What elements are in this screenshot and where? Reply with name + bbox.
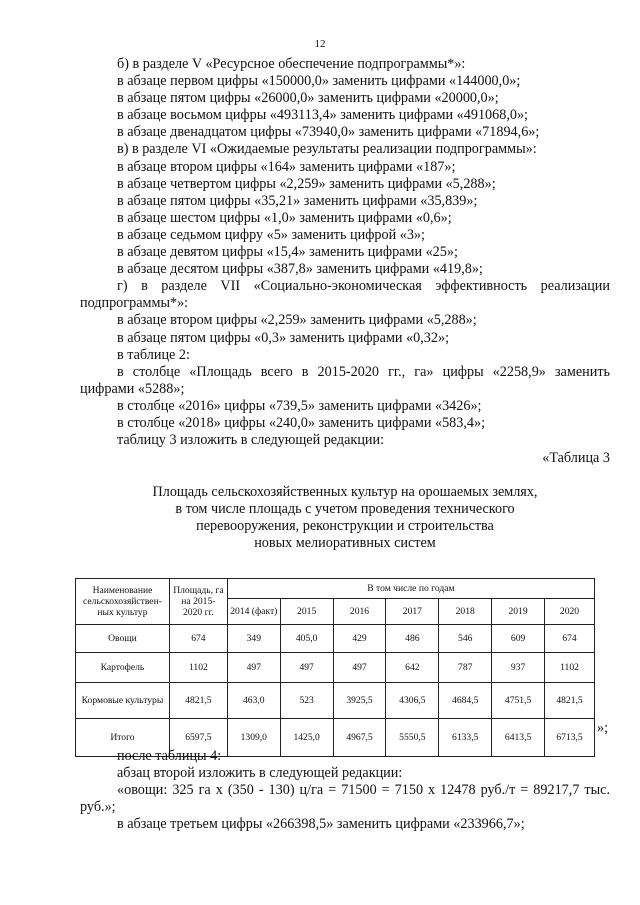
- row-value: 5550,5: [386, 719, 439, 757]
- row-value: 405,0: [280, 625, 333, 653]
- row-value: 1309,0: [227, 719, 280, 757]
- paragraph: в) в разделе VI «Ожидаемые результаты реализации подпрограммы»:: [117, 141, 537, 158]
- header-year: 2015: [280, 599, 333, 625]
- row-value: 6133,5: [439, 719, 492, 757]
- paragraph: в абзаце восьмом цифры «493113,4» заменить цифрами «491068,0»;: [117, 107, 529, 124]
- row-value: 642: [386, 653, 439, 683]
- after-table-text: [80, 748, 610, 833]
- row-value: 497: [333, 653, 386, 683]
- paragraph: в столбце «Площадь всего в 2015-2020 гг., га» цифры «2258,9» заменить цифрами «5288»;: [80, 363, 610, 397]
- table-row: [76, 683, 595, 719]
- row-total: 1102: [169, 653, 227, 683]
- paragraph: в столбце «2016» цифры «739,5» заменить цифрами «3426»;: [117, 397, 482, 414]
- paragraph: абзац второй изложить в следующей редакции:: [117, 765, 403, 782]
- header-year: 2016: [333, 599, 386, 625]
- row-value: 4751,5: [492, 683, 545, 719]
- row-value: 6413,5: [492, 719, 545, 757]
- table-title-line: новых мелиоративных систем: [254, 535, 436, 552]
- table-title-line: в том числе площадь с учетом проведения технического: [175, 501, 515, 518]
- row-value: 609: [492, 625, 545, 653]
- row-value: 1425,0: [280, 719, 333, 757]
- row-value: 3925,5: [333, 683, 386, 719]
- header-year: 2017: [386, 599, 439, 625]
- row-value: 4684,5: [439, 683, 492, 719]
- row-name: Кормовые культуры: [76, 683, 170, 719]
- paragraph: в абзаце втором цифры «2,259» заменить цифрами «5,288»;: [117, 312, 477, 329]
- paragraph: в абзаце пятом цифры «0,3» заменить цифрами «0,32»;: [117, 329, 450, 346]
- paragraph: после таблицы 4:: [117, 748, 222, 764]
- row-value: 497: [227, 653, 280, 683]
- row-value: 349: [227, 625, 280, 653]
- paragraph: в абзаце шестом цифры «1,0» заменить цифрами «0,6»;: [117, 209, 452, 226]
- row-value: 523: [280, 683, 333, 719]
- paragraph: б) в разделе V «Ресурсное обеспечение подпрограммы*»:: [117, 56, 466, 72]
- row-value: 937: [492, 653, 545, 683]
- paragraph: в абзаце девятом цифры «15,4» заменить цифрами «25»;: [117, 244, 458, 261]
- header-total-area: Площадь, га на 2015-2020 гг.: [169, 579, 227, 625]
- header-year: 2019: [492, 599, 545, 625]
- row-value: 4306,5: [386, 683, 439, 719]
- table-title: [80, 484, 610, 552]
- header-year: 2014 (факт): [227, 599, 280, 625]
- row-value: 497: [280, 653, 333, 683]
- row-total: 4821,5: [169, 683, 227, 719]
- paragraph: г) в разделе VII «Социально-экономическая эффективность реализации подпрограммы*»:: [80, 278, 610, 312]
- row-value: 429: [333, 625, 386, 653]
- paragraph: в абзаце десятом цифры «387,8» заменить цифрами «419,8»;: [117, 261, 483, 278]
- paragraph: в абзаце третьем цифры «266398,5» заменить цифрами «233966,7»;: [117, 816, 525, 833]
- row-total: 674: [169, 625, 227, 653]
- paragraph: в абзаце первом цифры «150000,0» заменить цифрами «144000,0»;: [117, 73, 521, 90]
- paragraph: в столбце «2018» цифры «240,0» заменить цифрами «583,4»;: [117, 414, 486, 431]
- row-value: 787: [439, 653, 492, 683]
- paragraph: в абзаце пятом цифры «26000,0» заменить цифрами «20000,0»;: [117, 90, 499, 107]
- paragraph: в абзаце двенадцатом цифры «73940,0» заменить цифрами «71894,6»;: [117, 124, 540, 141]
- paragraph: в абзаце четвертом цифры «2,259» заменить цифрами «5,288»;: [117, 175, 496, 192]
- paragraph: «овощи: 325 га х (350 - 130) ц/га = 71500 = 7150 х 12478 руб./т = 89217,7 тыс. руб.»;: [80, 782, 610, 816]
- amendments-text: [80, 56, 610, 467]
- header-crop-name: Наименование сельскохозяйствен-ных культур: [76, 579, 170, 625]
- paragraph: в таблице 2:: [117, 346, 190, 363]
- table-title-line: Площадь сельскохозяйственных культур на орошаемых землях,: [152, 484, 538, 500]
- paragraph: в абзаце втором цифры «164» заменить цифрами «187»;: [117, 158, 456, 175]
- paragraph: в абзаце седьмом цифру «5» заменить цифрой «3»;: [117, 226, 425, 243]
- crops-table: [75, 578, 595, 757]
- row-name: Картофель: [76, 653, 170, 683]
- header-year: 2018: [439, 599, 492, 625]
- row-value: 1102: [545, 653, 595, 683]
- table-row: [76, 625, 595, 653]
- table-caption: «Таблица 3: [542, 450, 610, 467]
- row-name: Итого: [76, 719, 170, 757]
- paragraph: в абзаце пятом цифры «35,21» заменить цифрами «35,839»;: [117, 192, 478, 209]
- paragraph: таблицу 3 изложить в следующей редакции:: [117, 432, 385, 449]
- row-total: 6597,5: [169, 719, 227, 757]
- table-title-line: перевооружения, реконструкции и строительства: [196, 518, 494, 535]
- header-year: 2020: [545, 599, 595, 625]
- row-value: 463,0: [227, 683, 280, 719]
- row-value: 6713,5: [545, 719, 595, 757]
- row-name: Овощи: [76, 625, 170, 653]
- row-value: 546: [439, 625, 492, 653]
- table-row: [76, 653, 595, 683]
- row-value: 486: [386, 625, 439, 653]
- table-closing-mark: »;: [597, 720, 609, 736]
- row-value: 674: [545, 625, 595, 653]
- row-value: 4967,5: [333, 719, 386, 757]
- row-value: 4821,5: [545, 683, 595, 719]
- header-years-group: В том числе по годам: [227, 579, 594, 599]
- page-number: 12: [314, 38, 326, 50]
